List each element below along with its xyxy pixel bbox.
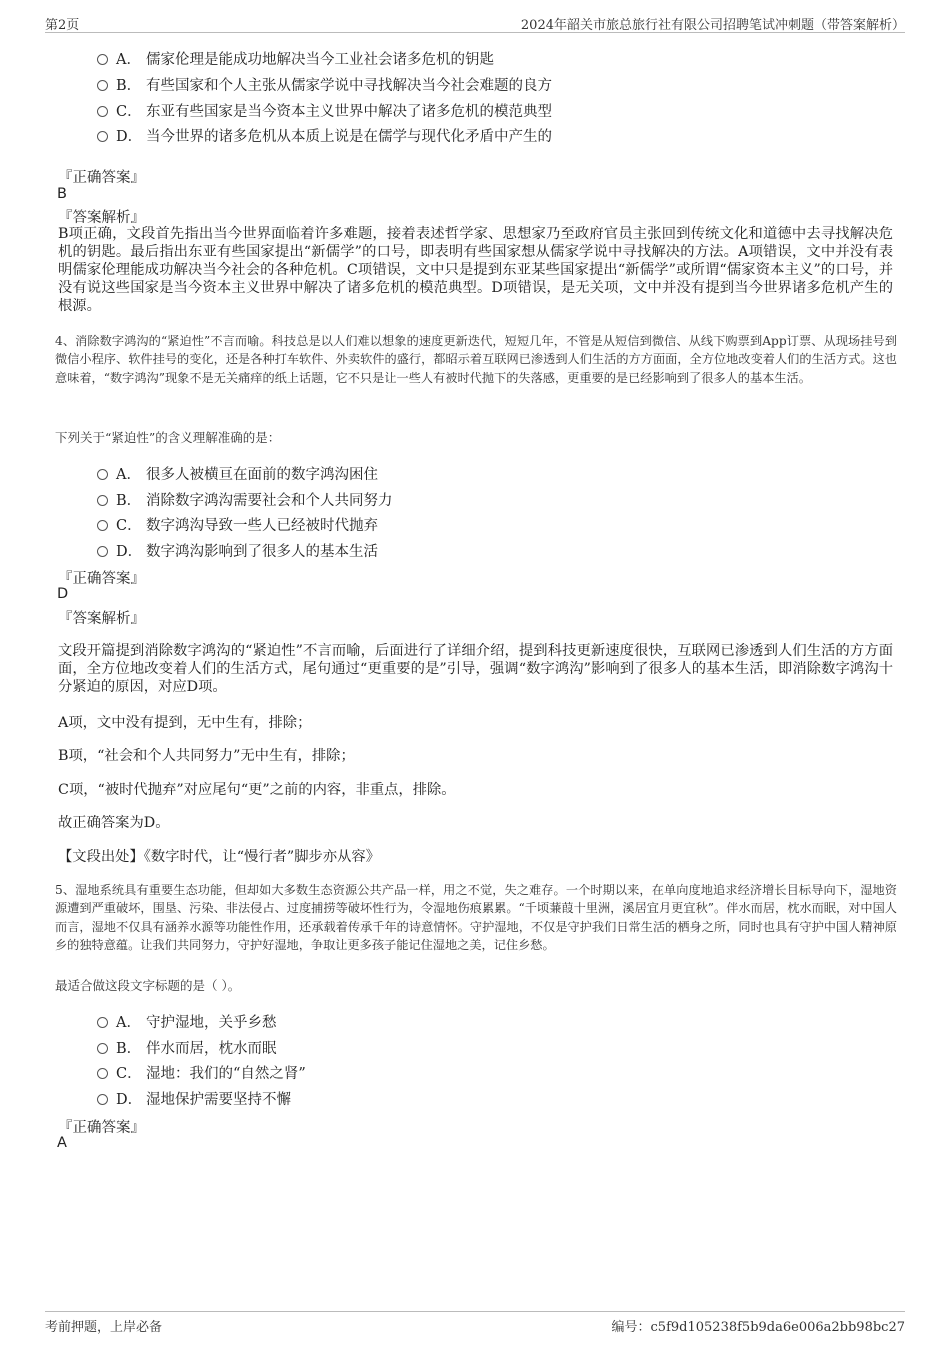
radio-icon[interactable] — [97, 520, 108, 531]
radio-icon[interactable] — [97, 131, 108, 142]
page-header — [45, 12, 905, 33]
q3-answer-label: 『正确答案』 — [58, 170, 145, 186]
footer-slogan: 考前押题，上岸必备 — [45, 1320, 163, 1335]
q4-note-c: C项，“被时代抛弃”对应尾句“更”之前的内容，非重点，排除。 — [58, 782, 456, 798]
radio-icon[interactable] — [97, 1068, 108, 1079]
q4-analysis-label: 『答案解析』 — [58, 611, 145, 627]
radio-icon[interactable] — [97, 80, 108, 91]
radio-icon[interactable] — [97, 1043, 108, 1054]
q3-answer: B — [57, 186, 67, 202]
q3-analysis-label: 『答案解析』 — [58, 210, 145, 226]
radio-icon[interactable] — [97, 1094, 108, 1105]
q3-option-d[interactable]: D． 当今世界的诸多危机从本质上说是在儒学与现代化矛盾中产生的 — [97, 125, 552, 146]
q4-analysis: 文段开篇提到消除数字鸿沟的“紧迫性”不言而喻，后面进行了详细介绍，提到科技更新速度很快，互联网已渗透到人们生活的方方面面，全方位地改变着人们的生活方式，尾句通过“更重要的是”引导，强调“数字鸿沟”影响到了很多人的基本生活，即消除数字鸿沟十分紧迫的原因，对应D项。 — [58, 643, 893, 695]
q5-prompt: 最适合做这段文字标题的是（ ）。 — [55, 978, 241, 993]
q3-option-c[interactable]: C． 东亚有些国家是当今资本主义世界中解决了诸多危机的模范典型 — [97, 100, 552, 121]
q3-analysis: B项正确，文段首先指出当今世界面临着许多难题，接着表述哲学家、思想家乃至政府官员主张回到传统文化和道德中去寻找解决危机的钥匙。最后指出东亚有些国家提出“新儒学”的口号，即表明有些国家想从儒家学说中寻找解决的方法。A项错误，文中并没有表明儒家伦理能成功解决当今社会的各种危机。C项错误，文中只是提到东亚某些国家提出“新儒学”或所谓“儒家资本主义”的口号，并没有说这些国家是当今资本主义世界中解决了诸多危机的模范典型。D项错误，是无关项，文中并没有提到当今世界诸多危机产生的根源。 — [58, 226, 893, 314]
q4-option-b[interactable]: B． 消除数字鸿沟需要社会和个人共同努力 — [97, 489, 393, 510]
q4-note-a: A项，文中没有提到，无中生有，排除； — [58, 715, 312, 731]
radio-icon[interactable] — [97, 546, 108, 557]
radio-icon[interactable] — [97, 54, 108, 65]
q4-note-b: B项，“社会和个人共同努力”无中生有，排除； — [58, 748, 355, 764]
page-footer — [45, 1311, 905, 1336]
q5-option-b[interactable]: B． 伴水而居，枕水而眠 — [97, 1037, 277, 1058]
q5-option-d[interactable]: D． 湿地保护需要坚持不懈 — [97, 1088, 291, 1109]
radio-icon[interactable] — [97, 1017, 108, 1028]
document-title: 2024年韶关市旅总旅行社有限公司招聘笔试冲刺题（带答案解析） — [520, 18, 905, 33]
q4-conclusion: 故正确答案为D。 — [58, 815, 170, 831]
q3-option-b[interactable]: B． 有些国家和个人主张从儒家学说中寻找解决当今社会难题的良方 — [97, 74, 552, 95]
q4-source: 【文段出处】《数字时代，让“慢行者”脚步亦从容》 — [58, 849, 380, 865]
q4-answer: D — [57, 586, 69, 602]
footer-serial: 编号：c5f9d105238f5b9da6e006a2bb98bc27 — [611, 1320, 905, 1335]
q4-option-d[interactable]: D． 数字鸿沟影响到了很多人的基本生活 — [97, 540, 378, 561]
q5-passage: 5、湿地系统具有重要生态功能，但却如大多数生态资源公共产品一样，用之不觉，失之难存。一个时期以来，在单向度地追求经济增长目标导向下，湿地资源遭到严重破坏，围垦、污染、非法侵占、过度捕捞等破坏性行为，令湿地伤痕累累。“千顷蒹葭十里洲，溪居宜月更宜秋”。伴水而居，枕水而眠，对中国人而言，湿地不仅具有涵养水源等功能性作用，还承载着传承千年的诗意情怀。守护湿地，不仅是守护我们日常生活的栖身之所，同时也具有守护中国人精神原乡的独特意蕴。让我们共同努力，守护好湿地，争取让更多孩子能记住湿地之美，记住乡愁。 — [55, 883, 897, 952]
page-number: 第2页 — [45, 18, 80, 33]
q5-option-c[interactable]: C． 湿地：我们的“自然之肾” — [97, 1062, 306, 1083]
q4-passage: 4、消除数字鸿沟的“紧迫性”不言而喻。科技总是以人们难以想象的速度更新迭代，短短几年，不管是从短信到微信、从线下购票到App订票、从现场挂号到微信小程序、软件挂号的变化，还是各种打车软件、外卖软件的盛行，都昭示着互联网已渗透到人们生活的方方面面，全方位地改变着人们的生活方式。这也意味着，“数字鸿沟”现象不是无关痛痒的纸上话题，它不只是让一些人有被时代抛下的失落感，更重要的是已经影响到了很多人的基本生活。 — [55, 334, 897, 385]
q4-prompt: 下列关于“紧迫性”的含义理解准确的是： — [55, 430, 281, 445]
radio-icon[interactable] — [97, 106, 108, 117]
q4-option-c[interactable]: C． 数字鸿沟导致一些人已经被时代抛弃 — [97, 514, 378, 535]
q5-option-a[interactable]: A． 守护湿地，关乎乡愁 — [97, 1011, 277, 1032]
q5-answer: A — [57, 1135, 67, 1151]
radio-icon[interactable] — [97, 495, 108, 506]
radio-icon[interactable] — [97, 469, 108, 480]
q4-option-a[interactable]: A． 很多人被横亘在面前的数字鸿沟困住 — [97, 463, 378, 484]
q3-option-a[interactable]: A． 儒家伦理是能成功地解决当今工业社会诸多危机的钥匙 — [97, 48, 494, 69]
q4-answer-label: 『正确答案』 — [58, 571, 145, 587]
q5-answer-label: 『正确答案』 — [58, 1120, 145, 1136]
